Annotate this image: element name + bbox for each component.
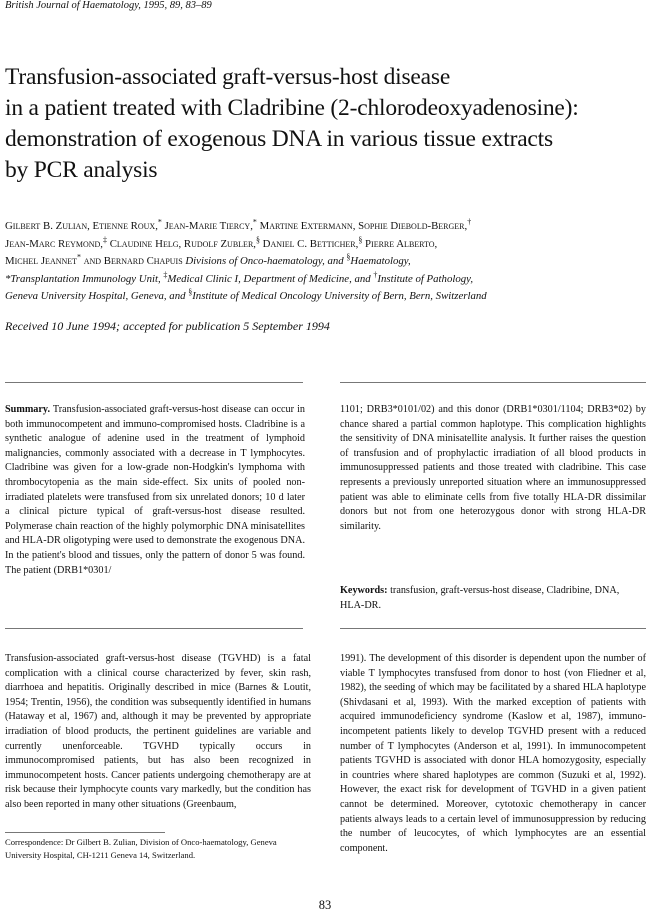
summary-rule-left [5, 382, 303, 383]
author-names: Gilbert B. Zulian, Etienne Roux, [5, 220, 158, 232]
summary-text-left: Transfusion-associated graft-versus-host disease can occur in both immunocompetent and immuno-compromised hosts. Cladribine is a synthetic analogue of adenine used in the treatment of lymphoid malignancies, commonly associated with a decrease in T lymphocytes. Cladribine was given for a low-grade non-Hodgkin's lymphoma with thrombocytopenia as the main side-effect. Six units of pooled non-irradiated platelets were transfused from six unrelated donors; 10 d later a clinical picture typical of graft-versus-host disease resulted. Polymerase chain reaction of the highly polymorphic DNA minisatellites and HLA-DR oligotyping were used to demonstrate the exogenous DNA. In the patient's blood and tissues, only the pattern of donor 5 was found. The patient (DRB1*0301/ [5, 404, 305, 576]
author-list [5, 218, 645, 306]
footnote-mark: § [255, 234, 260, 244]
authors-line-1 [5, 218, 645, 236]
body-rule-left [5, 628, 303, 629]
affiliation: Geneva University Hospital, Geneva, and [5, 290, 189, 302]
footnote-mark: * [77, 252, 82, 262]
correspondence-note: Correspondence: Dr Gilbert B. Zulian, Division of Onco-haematology, Geneva University Hospital, CH-1211 Geneva 14, Switzerland. [5, 837, 277, 861]
page-number: 83 [318, 898, 332, 912]
footnote-mark: § [346, 252, 351, 262]
body-rule-right [340, 628, 646, 629]
summary-right-column [340, 403, 646, 534]
received-dates: Received 10 June 1994; accepted for publication 5 September 1994 [5, 319, 330, 333]
body-text-right: 1991). The development of this disorder is dependent upon the number of viable T lymphocytes transfused from donor to host (von Fliedner et al, 1982), the seeding of which may be facilitated by a shared HLA haplotype (Shivdasani et al, 1993). With the marked exception of patients with acquired immunodeficiency syndrome (Kaslow et al, 1987), immuno-incompetent patients likely to develop TGVHD present with a reduced number of T lymphocytes (Anderson et al, 1991). In immunocompetent patients TGVHD is associated with donor HLA homozygosity, especially in countries where shared haplotypes are common (Suzuki et al, 1992). However, the exact risk for development of TGVHD in a given patient cannot be determined. Moreover, cytotoxic chemotherapy in cancer patients always leads to a certain level of immunosuppression by reducing the number of leucocytes, of which lymphocytes are an essential component. [340, 653, 646, 854]
author-names: Jean-Marie Tiercy, [161, 220, 253, 232]
body-right-column [340, 652, 646, 856]
title-line-2: in a patient treated with Cladribine (2-chlorodeoxyadenosine): [5, 95, 579, 121]
title-line-4: by PCR analysis [5, 157, 158, 183]
journal-citation: British Journal of Haematology, 1995, 89, 83–89 [5, 0, 212, 11]
summary-rule-right [340, 382, 646, 383]
footnote-mark: † [373, 269, 378, 279]
affiliation: *Transplantation Immunology Unit, [5, 272, 164, 285]
affiliation: Institute of Pathology, [377, 272, 474, 285]
author-names: Claudine Helg, Rudolf Zubler, [107, 237, 256, 250]
author-names: Michel Jeannet [5, 255, 78, 267]
footnote-mark: § [358, 234, 363, 244]
keywords-text: transfusion, graft-versus-host disease, Cladribine, DNA, HLA-DR. [340, 585, 620, 611]
footnote-mark: † [467, 217, 472, 227]
summary-left-column [5, 403, 305, 578]
article-title [5, 62, 645, 186]
footnote-mark: ‡ [163, 269, 168, 279]
title-line-1: Transfusion-associated graft-versus-host disease [5, 64, 451, 90]
summary-label: Summary. [5, 404, 50, 415]
affiliation: Haematology, [350, 255, 411, 267]
affiliation: Institute of Medical Oncology University of Bern, Bern, Switzerland [192, 290, 487, 302]
author-names: Martine Extermann, Sophie Diebold-Berger, [256, 220, 468, 232]
authors-line-2 [5, 236, 645, 254]
author-names: Jean-Marc Reymond, [5, 237, 103, 250]
footnote-mark: ‡ [103, 234, 107, 244]
footnote-mark: * [252, 217, 257, 227]
keywords [340, 584, 646, 613]
author-names: Daniel C. Betticher, [259, 237, 359, 250]
affiliation: Medical Clinic I, Department of Medicine, and [167, 272, 374, 285]
footnote-mark: § [188, 287, 193, 297]
keywords-label: Keywords: [340, 585, 388, 596]
summary-text-right: 1101; DRB3*0101/02) and this donor (DRB1*0301/1104; DRB3*02) by chance shared a partial common haplotype. This complication highlights the sensitivity of DNA minisatellite analysis. It further raises the question of transfusion and of prophylactic irradiation of all blood products in immunosuppressed patients and those treated with cladribine. This case represents a previously unreported situation where an immunosuppressed patient was able to eliminate cells from five totally HLA-DR dissimilar donors but not from one heterozygous donor with strong HLA-DR similarity. [340, 404, 646, 532]
body-text-left: Transfusion-associated graft-versus-host disease (TGVHD) is a fatal complication with a clinical course characterized by fever, skin rash, diarrhoea and hepatitis. Originally described in mice (Barnes & Loutit, 1954; Trentin, 1956), the condition was subsequently identified in humans (Hataway et al, 1967) and, although it may be prevented by appropriate irradiation of blood products, the pertinent guidelines are variable and currently unenforceable. TGVHD typically occurs in immunocompromised patients, but has also been recognized in immunocompetent hosts. Cancer patients undergoing chemotherapy are at risk because their lymphocyte counts vary markedly, but the condition has also been reported in many other situations (Greenbaum, [5, 653, 311, 810]
author-names: Pierre Alberto, [362, 237, 438, 250]
affiliation: Divisions of Onco-haematology, and [182, 255, 347, 267]
authors-line-5 [5, 288, 645, 306]
authors-line-3 [5, 253, 645, 271]
body-left-column [5, 652, 311, 813]
footnote-rule [5, 832, 165, 833]
footnote-mark: * [157, 217, 162, 227]
authors-line-4 [5, 271, 645, 289]
title-line-3: demonstration of exogenous DNA in various tissue extracts [5, 126, 553, 152]
author-names: and Bernard Chapuis [81, 255, 183, 267]
